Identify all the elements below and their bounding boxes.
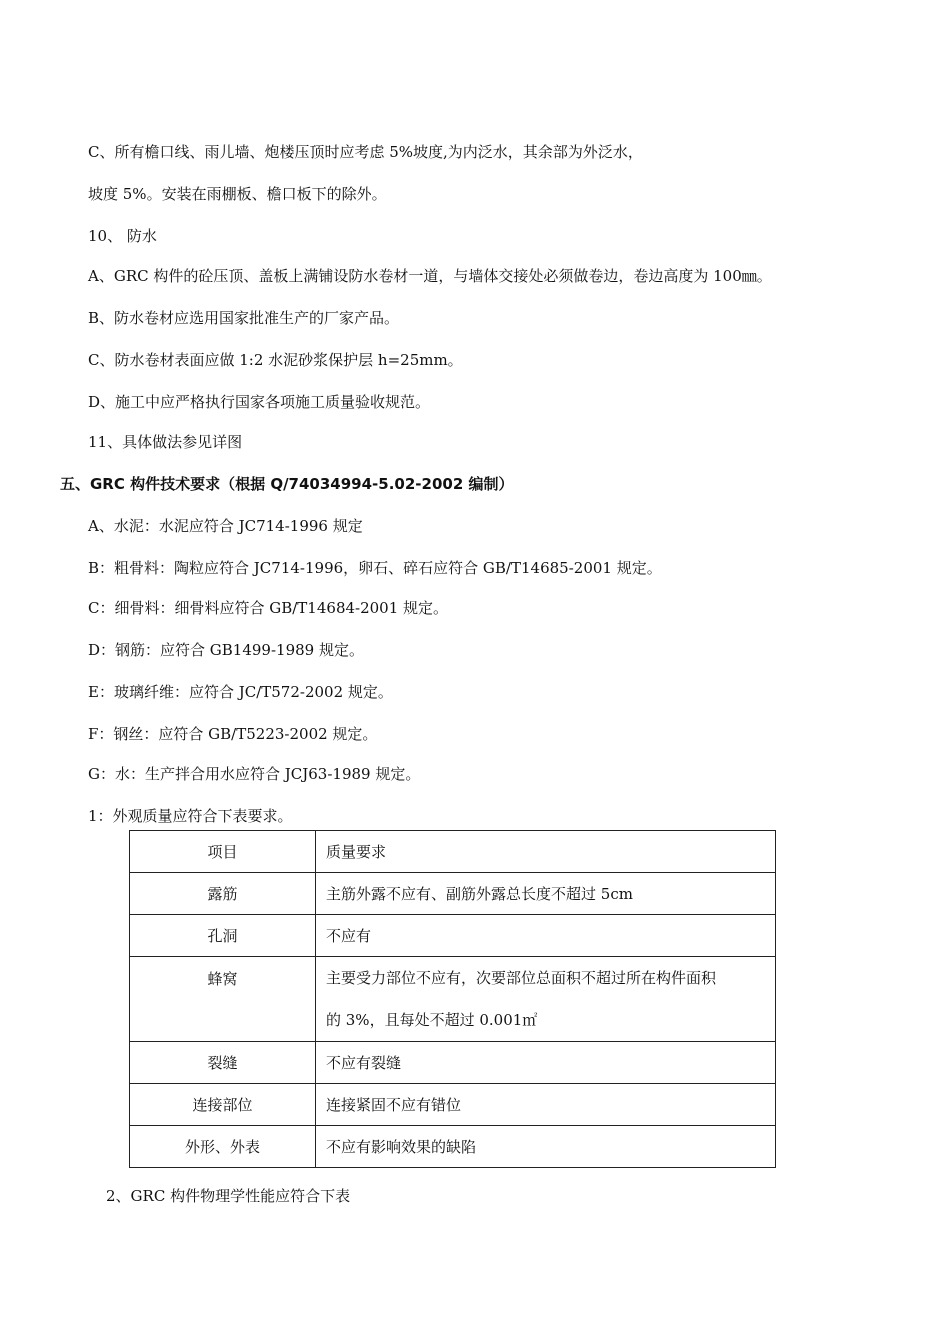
requirement-line: A、水泥：水泥应符合 JC714-1996 规定 — [88, 517, 363, 535]
table-cell-text-line: 的 3%，且每处不超过 0.001㎡ — [326, 1011, 538, 1029]
table-row — [130, 1084, 776, 1126]
text-line: 11、具体做法参见详图 — [88, 433, 243, 451]
text-line: C、防水卷材表面应做 1:2 水泥砂浆保护层 h=25mm。 — [88, 351, 463, 369]
table-row — [130, 873, 776, 915]
table-row — [130, 1126, 776, 1168]
text-line: D、施工中应严格执行国家各项施工质量验收规范。 — [88, 393, 431, 411]
text-line: 坡度 5%。安装在雨棚板、檐口板下的除外。 — [88, 185, 387, 203]
requirement-line: F：钢丝：应符合 GB/T5223-2002 规定。 — [88, 725, 378, 743]
table-row — [130, 1042, 776, 1084]
text-line: A、GRC 构件的砼压顶、盖板上满铺设防水卷材一道，与墙体交接处必须做卷边，卷边高度为 100㎜。 — [88, 267, 772, 285]
footer-line: 2、GRC 构件物理学性能应符合下表 — [106, 1187, 351, 1205]
text-line: C、所有檐口线、雨儿墙、炮楼压顶时应考虑 5%坡度,为内泛水，其余部为外泛水， — [88, 143, 643, 161]
table-cell-requirement: 不应有 — [316, 915, 776, 957]
requirement-line: G：水：生产拌合用水应符合 JCJ63-1989 规定。 — [88, 765, 421, 783]
table-cell-requirement: 主筋外露不应有、副筋外露总长度不超过 5cm — [316, 873, 776, 915]
table-cell-requirement: 连接紧固不应有错位 — [316, 1084, 776, 1126]
table-cell-requirement: 不应有裂缝 — [316, 1042, 776, 1084]
table-cell-item: 裂缝 — [130, 1042, 316, 1084]
table-header-cell: 项目 — [130, 831, 316, 873]
table-cell-item: 露筋 — [130, 873, 316, 915]
table-cell-item: 连接部位 — [130, 1084, 316, 1126]
requirement-line: 1：外观质量应符合下表要求。 — [88, 807, 293, 825]
table-row — [130, 957, 776, 1042]
table-cell-requirement — [316, 957, 776, 1042]
requirement-line: C：细骨料：细骨料应符合 GB/T14684-2001 规定。 — [88, 599, 449, 617]
text-line: B、防水卷材应选用国家批准生产的厂家产品。 — [88, 309, 400, 327]
table-cell-item: 外形、外表 — [130, 1126, 316, 1168]
table-cell-requirement: 不应有影响效果的缺陷 — [316, 1126, 776, 1168]
text-line: 10、 防水 — [88, 227, 157, 245]
table-row — [130, 915, 776, 957]
requirement-line: E：玻璃纤维：应符合 JC/T572-2002 规定。 — [88, 683, 393, 701]
table-cell-item: 蜂窝 — [130, 957, 316, 1042]
requirement-line: D：钢筋：应符合 GB1499-1989 规定。 — [88, 641, 364, 659]
requirement-line: B：粗骨料：陶粒应符合 JC714-1996，卵石、碎石应符合 GB/T14685-2001 规定。 — [88, 559, 662, 577]
section-heading: 五、GRC 构件技术要求（根据 Q/74034994-5.02-2002 编制） — [60, 475, 514, 493]
table-header-row — [130, 831, 776, 873]
table-cell-text-line: 主要受力部位不应有，次要部位总面积不超过所在构件面积 — [326, 969, 717, 987]
table-cell-item: 孔洞 — [130, 915, 316, 957]
quality-table — [129, 830, 776, 1168]
table-header-cell: 质量要求 — [316, 831, 776, 873]
